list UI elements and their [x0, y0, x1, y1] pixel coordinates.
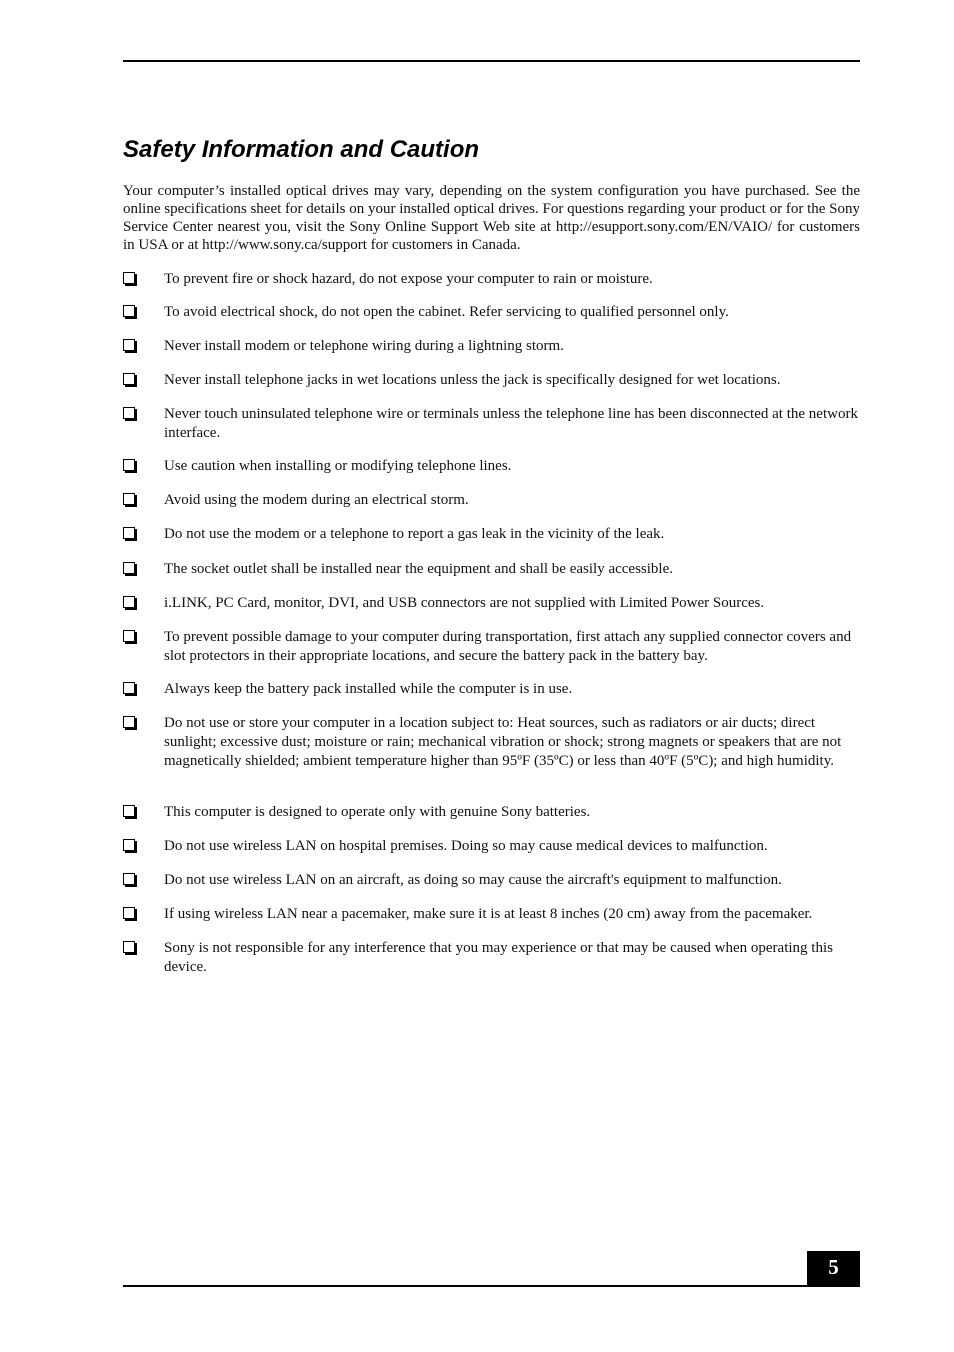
- list-item-text: Always keep the battery pack installed while the computer is in use.: [164, 681, 573, 697]
- checkbox-icon: [123, 527, 135, 539]
- list-item-text: Never touch uninsulated telephone wire or terminals unless the telephone line has been disconnected at the network interface.: [164, 406, 858, 441]
- checkbox-icon: [123, 562, 135, 574]
- list-item-text: Never install telephone jacks in wet locations unless the jack is specifically designed for wet locations.: [164, 372, 781, 388]
- checkbox-icon: [123, 596, 135, 608]
- checkbox-icon: [123, 716, 135, 728]
- list-item-text: i.LINK, PC Card, monitor, DVI, and USB connectors are not supplied with Limited Power Sources.: [164, 595, 765, 611]
- checkbox-icon: [123, 907, 135, 919]
- list-item-text: If using wireless LAN near a pacemaker, make sure it is at least 8 inches (20 cm) away from the pacemaker.: [164, 906, 813, 922]
- list-item-text: Avoid using the modem during an electrical storm.: [164, 492, 469, 508]
- list-item-text: To avoid electrical shock, do not open the cabinet. Refer servicing to qualified personnel only.: [164, 304, 729, 320]
- list-item-text: This computer is designed to operate only with genuine Sony batteries.: [164, 804, 591, 820]
- list-item-text: The socket outlet shall be installed near the equipment and shall be easily accessible.: [164, 561, 673, 577]
- list-item-text: To prevent fire or shock hazard, do not expose your computer to rain or moisture.: [164, 271, 653, 287]
- list-item-text: Do not use or store your computer in a location subject to: Heat sources, such as radiators or air ducts; direct sunlight; excessive dust; moisture or rain; mechanical vibration or shock; strong magnets or speakers that are not magnetically shielded; ambient temperature higher than 95ºF (35ºC) or less than 40ºF (5ºC); and high humidity.: [164, 715, 842, 769]
- list-item-text: Do not use the modem or a telephone to report a gas leak in the vicinity of the leak.: [164, 526, 665, 542]
- checkbox-icon: [123, 407, 135, 419]
- footer-rule: [123, 1285, 860, 1287]
- list-item-text: Do not use wireless LAN on hospital premises. Doing so may cause medical devices to malfunction.: [164, 838, 768, 854]
- list-item-text: Use caution when installing or modifying telephone lines.: [164, 458, 512, 474]
- list-item-text: To prevent possible damage to your computer during transportation, first attach any supplied connector covers and slot protectors in their appropriate locations, and secure the battery pack in the battery bay.: [164, 629, 852, 664]
- checkbox-icon: [123, 839, 135, 851]
- checkbox-icon: [123, 373, 135, 385]
- list-item-text: Do not use wireless LAN on an aircraft, as doing so may cause the aircraft's equipment to malfunction.: [164, 872, 782, 888]
- checkbox-icon: [123, 805, 135, 817]
- list-item-text: Never install modem or telephone wiring during a lightning storm.: [164, 338, 564, 354]
- checkbox-icon: [123, 941, 135, 953]
- checkbox-icon: [123, 630, 135, 642]
- checkbox-icon: [123, 873, 135, 885]
- checkbox-icon: [123, 339, 135, 351]
- page-number: 5: [807, 1251, 860, 1287]
- intro-paragraph: Your computer’s installed optical drives may vary, depending on the system configuration you have purchased. See the online specifications sheet for details on your installed optical drives. For questions regarding your product or for the Sony Service Center nearest you, visit the Sony Online Support Web site at http://esupport.sony.com/EN/VAIO/ for customers in USA or at http://www.sony.ca/support for customers in Canada.: [123, 183, 860, 253]
- list-item-text: Sony is not responsible for any interference that you may experience or that may be caused when operating this device.: [164, 940, 833, 975]
- checkbox-icon: [123, 682, 135, 694]
- checkbox-icon: [123, 305, 135, 317]
- header-rule: [123, 60, 860, 62]
- checkbox-icon: [123, 272, 135, 284]
- checkbox-icon: [123, 493, 135, 505]
- section-title: Safety Information and Caution: [123, 136, 480, 163]
- checkbox-icon: [123, 459, 135, 471]
